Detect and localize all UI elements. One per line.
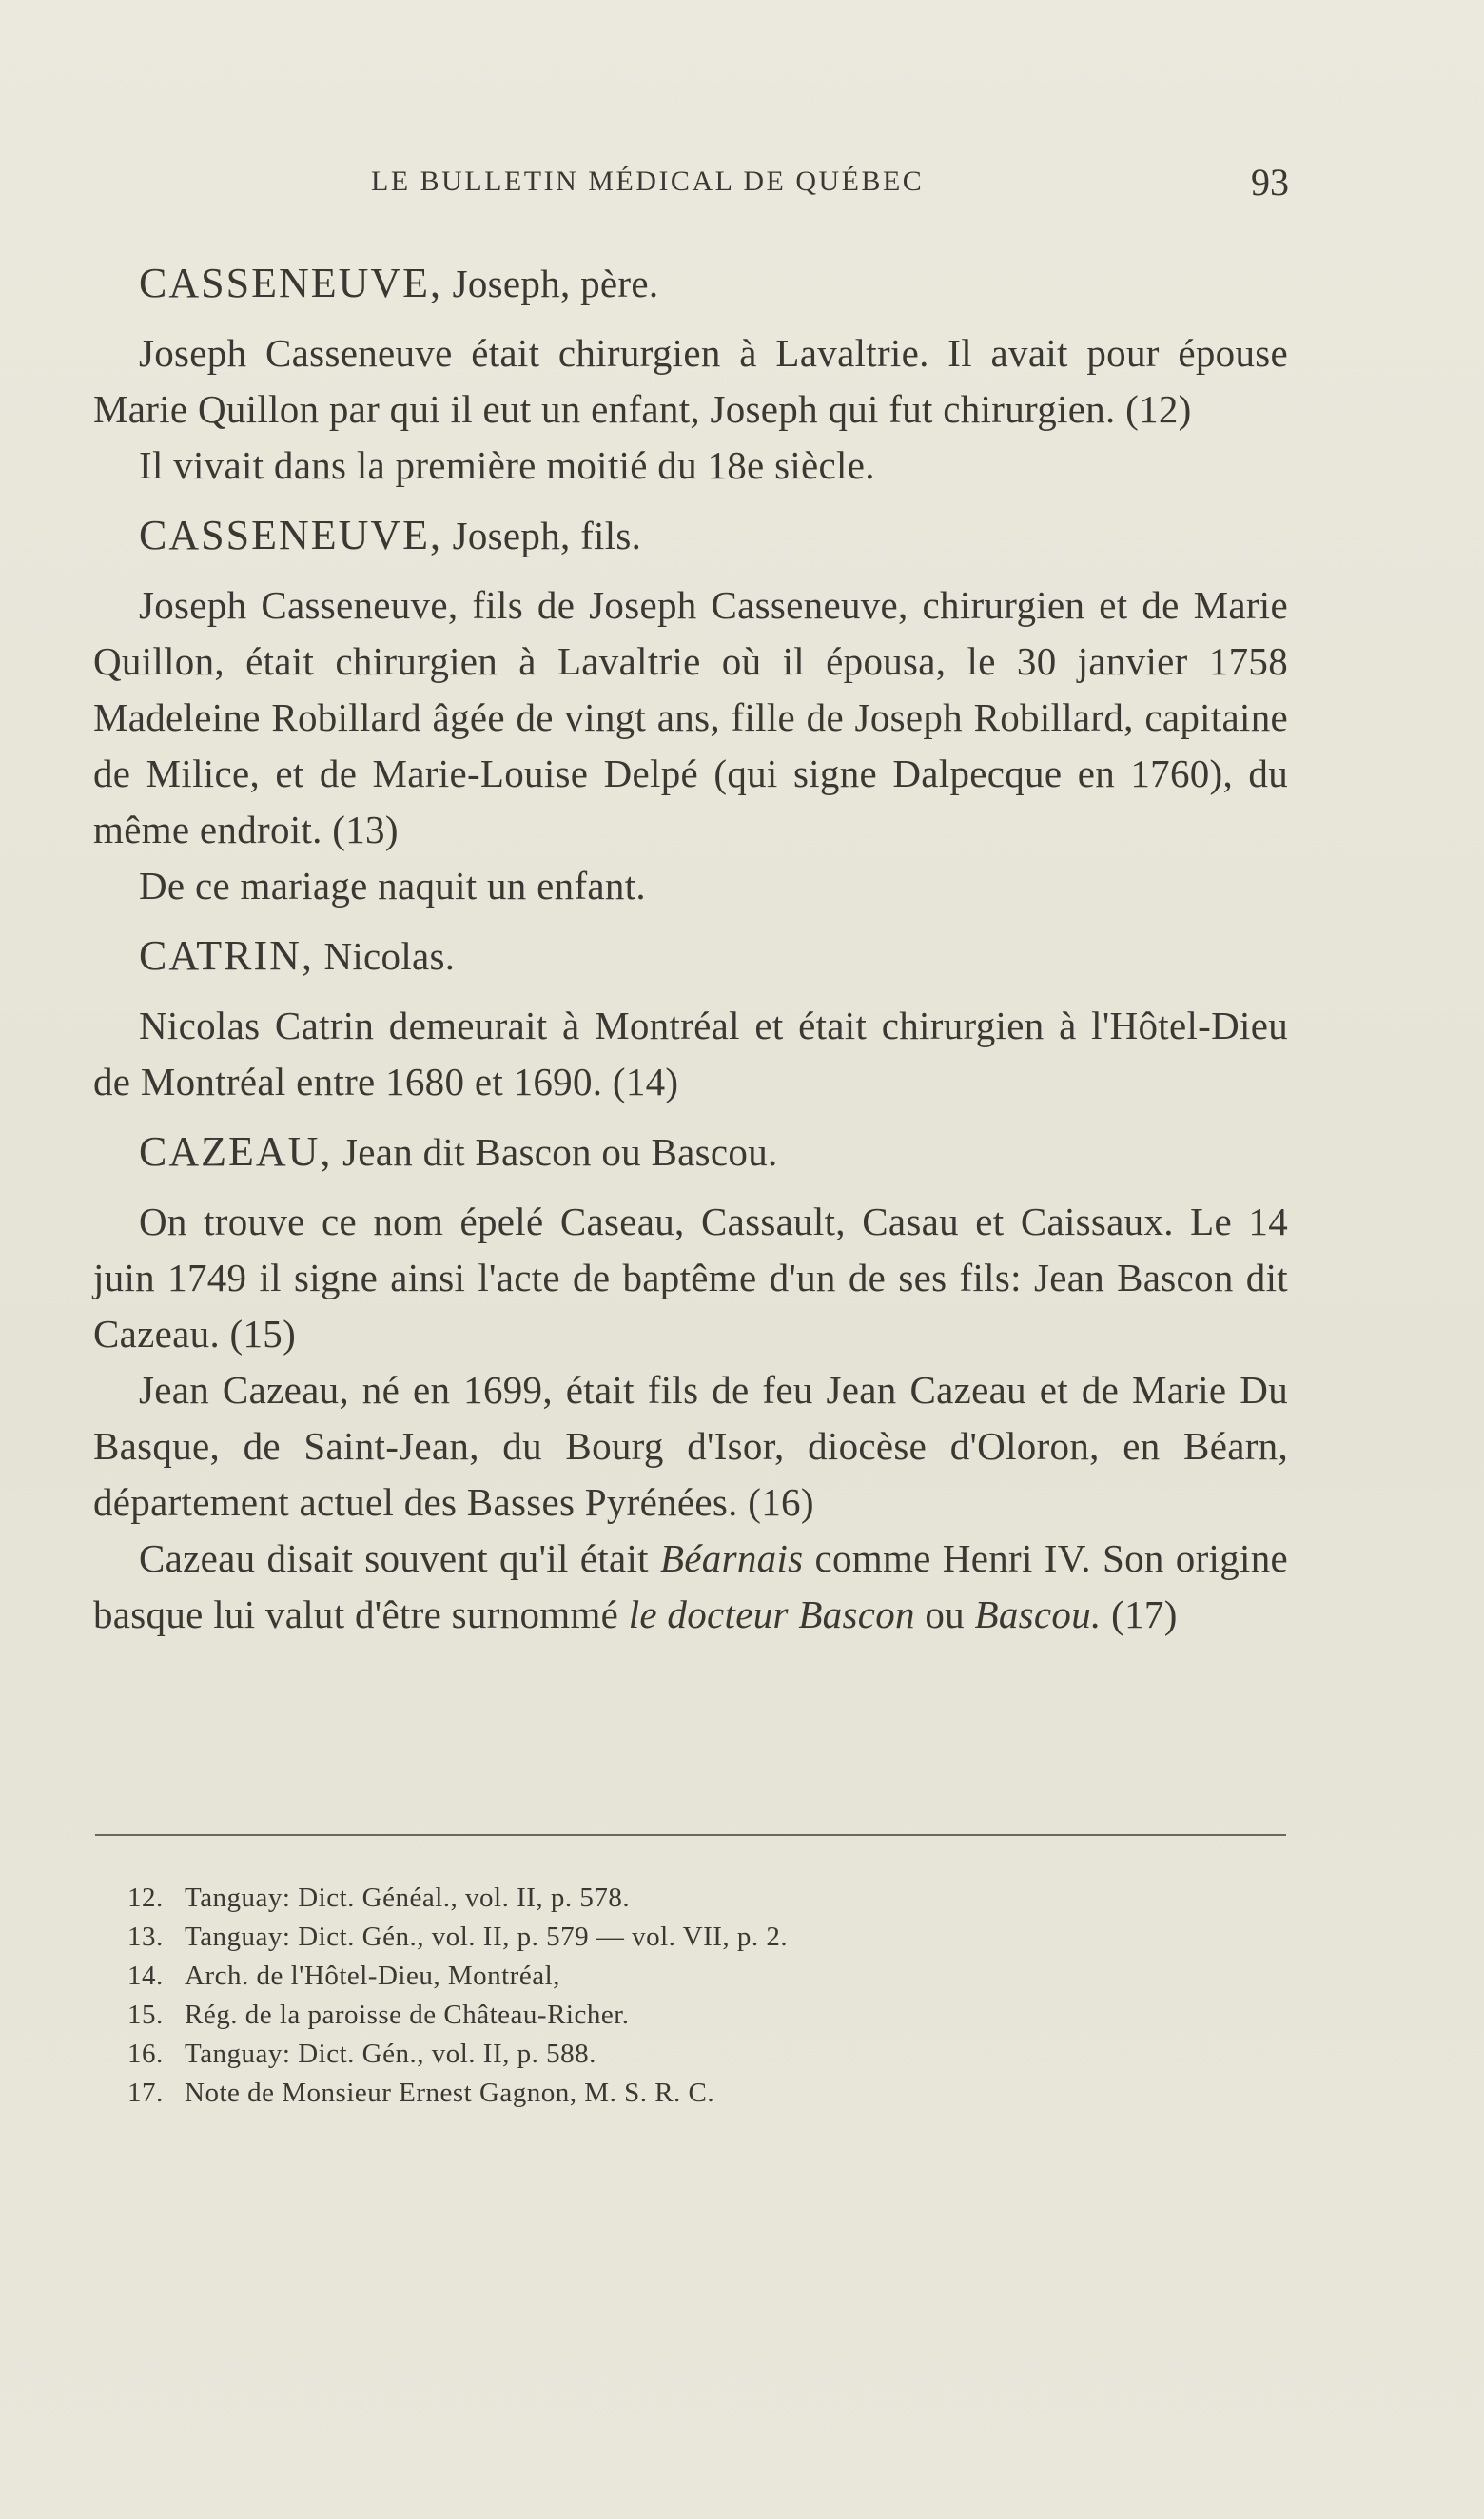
footnote-text: Tanguay: Dict. Gén., vol. II, p. 579 — vol. VII, p. 2.: [185, 1922, 789, 1952]
paragraph: On trouve ce nom épelé Caseau, Cassault, Casau et Caissaux. Le 14 juin 1749 il signe ainsi l'acte de baptême d'un de ses fils: Jean Bascon dit Cazeau. (15): [93, 1200, 1288, 1356]
footnote: [127, 1879, 1221, 1918]
entry-heading: [93, 1123, 1288, 1181]
paragraph: De ce mariage naquit un enfant.: [139, 864, 646, 908]
footnote-text: Tanguay: Dict. Gén., vol. II, p. 588.: [185, 2039, 596, 2069]
footnote-divider: [95, 1834, 1286, 1836]
paragraph: Il vivait dans la première moitié du 18e siècle.: [139, 443, 875, 487]
paragraph: Joseph Casseneuve, fils de Joseph Casseneuve, chirurgien et de Marie Quillon, était chirurgien à Lavaltrie où il épousa, le 30 janvier 1758 Madeleine Robillard âgée de vingt ans, fille de Joseph Robillard, capitaine de Milice, et de Marie-Louise Delpé (qui signe Dalpecque en 1760), du même endroit. (13): [93, 583, 1288, 851]
footnote-text: Arch. de l'Hôtel-Dieu, Montréal,: [185, 1961, 560, 1991]
entry-given-name: Joseph, fils.: [442, 514, 642, 557]
page-number: 93: [1251, 161, 1289, 204]
running-title: LE BULLETIN MÉDICAL DE QUÉBEC: [371, 166, 925, 197]
text-run: (17): [1101, 1592, 1178, 1636]
italic-text: Bascou.: [974, 1592, 1102, 1636]
entry-heading: [93, 928, 1288, 985]
italic-text: le docteur Bascon: [628, 1592, 915, 1636]
entry-given-name: Jean dit Bascon ou Bascou.: [332, 1130, 778, 1174]
footnote: [127, 1957, 1221, 1996]
text-run: ou: [914, 1592, 975, 1636]
entry-given-name: Nicolas.: [313, 934, 456, 978]
footnotes: [127, 1879, 1221, 2113]
footnote: [127, 2035, 1221, 2074]
footnote: [127, 1996, 1221, 2035]
footnote-number: 16.: [127, 2039, 164, 2069]
footnote-number: 14.: [127, 1961, 164, 1991]
footnote-text: Rég. de la paroisse de Château-Richer.: [185, 2000, 630, 2030]
footnote-number: 12.: [127, 1883, 164, 1913]
entry-surname: CAZEAU,: [139, 1128, 333, 1175]
body-text: [93, 255, 1288, 1643]
entry-heading: [93, 255, 1288, 312]
footnote: [127, 1918, 1221, 1957]
entry-surname: CASSENEUVE,: [139, 260, 443, 306]
footnote-text: Note de Monsieur Ernest Gagnon, M. S. R. C.: [185, 2078, 715, 2108]
paragraph: Nicolas Catrin demeurait à Montréal et était chirurgien à l'Hôtel-Dieu de Montréal entre 1680 et 1690. (14): [93, 1004, 1288, 1103]
italic-text: Béarnais: [659, 1536, 804, 1580]
text-run: Cazeau disait souvent qu'il était: [139, 1536, 660, 1580]
entry-surname: CATRIN,: [139, 932, 314, 979]
entry-heading: [93, 507, 1288, 564]
footnote-text: Tanguay: Dict. Généal., vol. II, p. 578.: [185, 1883, 631, 1913]
footnote: [127, 2074, 1221, 2113]
paragraph: [93, 1531, 1288, 1643]
paragraph: Joseph Casseneuve était chirurgien à Lavaltrie. Il avait pour épouse Marie Quillon par qui il eut un enfant, Joseph qui fut chirurgien. (12): [93, 331, 1288, 431]
entry-given-name: Joseph, père.: [442, 262, 659, 305]
footnote-number: 15.: [127, 2000, 164, 2030]
footnote-number: 17.: [127, 2078, 164, 2108]
page-header: [95, 160, 1289, 207]
footnote-number: 13.: [127, 1922, 164, 1952]
entry-surname: CASSENEUVE,: [139, 512, 443, 558]
text-run: comme Henri IV. Son origine basque lui valut d'être surnommé: [93, 1536, 1288, 1636]
paragraph: Jean Cazeau, né en 1699, était fils de feu Jean Cazeau et de Marie Du Basque, de Saint-Jean, du Bourg d'Isor, diocèse d'Oloron, en Béarn, département actuel des Basses Pyrénées. (16): [93, 1368, 1288, 1524]
